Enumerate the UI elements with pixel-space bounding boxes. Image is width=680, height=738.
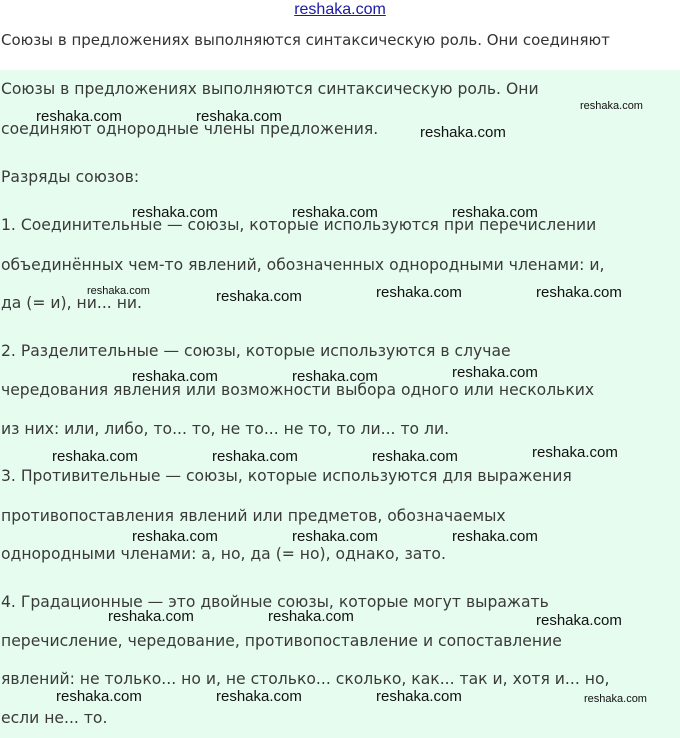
site-link[interactable]: reshaka.com	[294, 1, 386, 18]
watermark: reshaka.com	[532, 444, 618, 461]
watermark: reshaka.com	[212, 448, 298, 465]
watermark: reshaka.com	[536, 284, 622, 301]
answer-line: объединённых чем-то явлений, обозначенных однородными членами: и,	[1, 256, 605, 274]
answer-line: Союзы в предложениях выполняются синтаксическую роль. Они	[1, 80, 539, 98]
watermark: reshaka.com	[216, 688, 302, 705]
watermark: reshaka.com	[580, 100, 643, 112]
answer-line: 3. Противительные — союзы, которые используются для выражения	[1, 467, 572, 485]
watermark: reshaka.com	[132, 528, 218, 545]
watermark: reshaka.com	[452, 528, 538, 545]
answer-line: 2. Разделительные — союзы, которые используются в случае	[1, 342, 511, 360]
answer-line: перечисление, чередование, противопоставление и сопоставление	[1, 632, 562, 650]
answer-line: явлений: не только... но и, не столько... сколько, как... так и, хотя и... но,	[1, 670, 610, 688]
answer-line: 4. Градационные — это двойные союзы, которые могут выражать	[1, 593, 549, 611]
answer-line: из них: или, либо, то... то, не то... не то, то ли... то ли.	[1, 420, 450, 438]
answer-line: однородными членами: а, но, да (= но), однако, зато.	[1, 545, 446, 563]
watermark: reshaka.com	[268, 608, 354, 625]
watermark: reshaka.com	[132, 368, 218, 385]
answer-line: да (= и), ни... ни.	[1, 294, 142, 312]
watermark: reshaka.com	[56, 688, 142, 705]
watermark: reshaka.com	[216, 288, 302, 305]
watermark: reshaka.com	[132, 204, 218, 221]
answer-line: если не... то.	[1, 709, 108, 727]
answer-line: противопоставления явлений или предметов, обозначаемых	[1, 507, 506, 525]
answer-line: соединяют однородные члены предложения.	[1, 120, 379, 138]
watermark: reshaka.com	[292, 528, 378, 545]
watermark: reshaka.com	[52, 448, 138, 465]
answer-line: 1. Соединительные — союзы, которые используются при перечислении	[1, 216, 597, 234]
answer-box	[0, 70, 680, 738]
watermark: reshaka.com	[108, 608, 194, 625]
watermark: reshaka.com	[536, 612, 622, 629]
answer-line: Разряды союзов:	[1, 168, 140, 186]
watermark: reshaka.com	[452, 364, 538, 381]
watermark: reshaka.com	[376, 284, 462, 301]
watermark: reshaka.com	[584, 693, 647, 705]
watermark: reshaka.com	[420, 124, 506, 141]
watermark: reshaka.com	[87, 285, 150, 297]
question-text: Союзы в предложениях выполняются синтаксическую роль. Они соединяют	[1, 31, 610, 49]
watermark: reshaka.com	[292, 204, 378, 221]
watermark: reshaka.com	[36, 108, 122, 125]
watermark: reshaka.com	[196, 108, 282, 125]
watermark: reshaka.com	[292, 368, 378, 385]
watermark: reshaka.com	[372, 448, 458, 465]
answer-line: чередования явления или возможности выбора одного или нескольких	[1, 381, 595, 399]
watermark: reshaka.com	[452, 204, 538, 221]
watermark: reshaka.com	[376, 688, 462, 705]
